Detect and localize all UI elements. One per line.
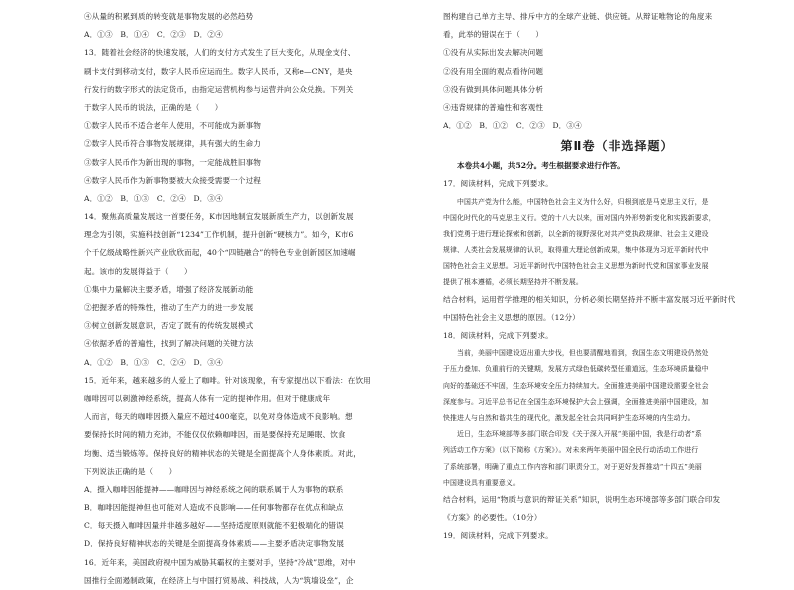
material-line: 近日，生态环境部等多部门联合印发《关于深入开展“美丽中国，我是行动者”系 bbox=[457, 430, 702, 439]
right-column bbox=[443, 8, 791, 545]
task-line: 中国特色社会主义思想的原因。（12分） bbox=[443, 312, 580, 322]
material-line: 中国建设具有重要意义。 bbox=[443, 478, 520, 487]
task-line: 《方案》的必要性。（10分） bbox=[443, 513, 542, 523]
material-line: 中国共产党为什么能，中国特色社会主义为什么好，归根到底是马克思主义行，是 bbox=[457, 197, 709, 206]
text-line: 国推行全面遏制政策，在经济上与中国打贸易战、科技战，人为“筑墙设垒”，企 bbox=[84, 575, 354, 585]
left-column bbox=[84, 8, 432, 590]
text-line: 14．聚焦高质量发展这一首要任务，K市因地制宜发展新质生产力，以创新发展 bbox=[84, 212, 354, 222]
text-line: ②把握矛盾的特殊性，推动了生产力的进一步发展 bbox=[84, 303, 254, 312]
text-line: 均衡、适当锻炼等。保持良好的精神状态的关键是全面提高个人身体素质。对此， bbox=[84, 448, 361, 458]
text-line: A．摄入咖啡因能提神——咖啡因与神经系统之间的联系属于人为事物的联系 bbox=[84, 484, 344, 494]
text-line: 行发行的数字形式的法定货币，由指定运营机构参与运营并向公众兑换。下列关 bbox=[84, 84, 354, 94]
text-line: A．①② B．①③ C．②④ D．③④ bbox=[84, 193, 223, 203]
text-line: 13．随着社会经济的快速发展，人们的支付方式发生了巨大变化，从现金支付、 bbox=[84, 48, 356, 58]
text-line: 理念为引领，实施科技创新“1234”工作机制，提升创新“硬核力”。如今，K市6 bbox=[84, 230, 354, 240]
text-line: ④违背规律的普遍性和客观性 bbox=[443, 102, 544, 112]
material-line: 提供了根本遵循，必须长期坚持并不断发展。 bbox=[443, 278, 583, 287]
text-line: C．每天摄入咖啡因量并非越多越好——坚持适度原则就能不犯极端化的错误 bbox=[84, 521, 344, 531]
material-line: 了系统部署，明确了重点工作内容和部门职责分工，对于更好发挥推动“十四五”美丽 bbox=[443, 462, 702, 471]
material-line: 于压力叠加、负重前行的关键期，发展方式绿色低碳转型任重道远，生态环境质量稳中 bbox=[443, 365, 709, 374]
text-line: A．①③ B．①④ C．②③ D．②④ bbox=[84, 30, 223, 40]
text-line: ④数字人民币作为新事物要被大众接受需要一个过程 bbox=[84, 175, 261, 185]
text-line: 起。该市的发展得益于（ ） bbox=[84, 266, 192, 276]
text-line: 15．近年来，越来越多的人爱上了咖啡。针对该现象，有专家提出以下看法：在饮用 bbox=[84, 375, 371, 385]
text-line: B．咖啡因能提神但也可能对人造成不良影响——任何事物都存在优点和缺点 bbox=[84, 503, 344, 513]
material-line: 当前，美丽中国建设迈出重大步伐，但也要清醒地看到，我国生态文明建设仍然处 bbox=[457, 349, 709, 358]
text-line: ①数字人民币不适合老年人使用，不可能成为新事物 bbox=[84, 121, 261, 131]
text-line: ③没有做到具体问题具体分析 bbox=[443, 84, 544, 94]
text-line: 16．近年来，美国政府视中国为威胁其霸权的主要对手，坚持“冷战”思维，对中 bbox=[84, 557, 356, 567]
text-line: A．①② B．①③ C．②④ D．③④ bbox=[84, 357, 223, 367]
material-line: 向好的基础还不牢固，生态环境安全压力持续加大。全面推进美丽中国建设需要全社会 bbox=[443, 381, 709, 390]
text-line: 咖啡因可以刺激神经系统，提高人体有一定的提神作用。但对于健康成年 bbox=[84, 393, 331, 403]
text-line: 图构建自己单方主导、排斥中方的全球产业链、供应链。从辩证唯物论的角度来 bbox=[443, 12, 713, 21]
question-17-heading: 17．阅读材料，完成下列要求。 bbox=[443, 179, 553, 189]
text-line: ①没有从实际出发去解决问题 bbox=[443, 48, 544, 58]
text-line: ②没有用全面的观点看待问题 bbox=[443, 66, 544, 76]
material-line: 列活动工作方案》（以下简称《方案》）。对未来两年美丽中国全民行动活动工作进行 bbox=[443, 446, 699, 455]
task-line: 结合材料，运用“物质与意识的辩证关系”知识，说明生态环境部等多部门联合印发 bbox=[443, 494, 721, 504]
text-line: D．保持良好精神状态的关键是全面提高身体素质——主要矛盾决定事物发展 bbox=[84, 539, 345, 549]
part-two-title: 第Ⅱ卷（非选择题） bbox=[560, 139, 674, 154]
text-line: ①集中力量解决主要矛盾，增强了经济发展新动能 bbox=[84, 284, 254, 294]
text-line: 刷卡支付到移动支付，数字人民币应运而生。数字人民币，又称e—CNY，是央 bbox=[84, 66, 353, 76]
material-line: 中国化时代化的马克思主义行。党的十八大以来，面对国内外形势新变化和实践新要求， bbox=[443, 213, 716, 222]
text-line: A．①② B．①② C．②③ D．③④ bbox=[443, 121, 582, 131]
text-line: 要保持长时间的精力充沛，不能仅仅依赖咖啡因，而是要保持充足睡眠、饮食 bbox=[84, 430, 346, 440]
text-line: 于数字人民币的说法，正确的是（ ） bbox=[84, 102, 223, 112]
material-line: 规律、人类社会发展规律的认识，取得重大理论创新成果，集中体现为习近平新时代中 bbox=[443, 246, 709, 255]
text-line: ④从量的积累到质的转变就是事物发展的必然趋势 bbox=[84, 12, 254, 21]
material-line: 深度参与。习近平总书记在全国生态环境保护大会上强调，全面推进美丽中国建设，加 bbox=[443, 397, 709, 406]
text-line: ③树立创新发展意识，否定了既有的传统发展模式 bbox=[84, 321, 254, 331]
material-line: 国特色社会主义思想。习近平新时代中国特色社会主义思想为新时代党和国家事业发展 bbox=[443, 262, 709, 271]
material-line: 我们党勇于进行理论探索和创新，以全新的视野深化对共产党执政规律、社会主义建设 bbox=[443, 229, 709, 238]
text-line: ④依据矛盾的普遍性，找到了解决问题的关键方法 bbox=[84, 339, 254, 349]
task-line: 结合材料，运用哲学推理的相关知识，分析必须长期坚持并不断丰富发展习近平新时代 bbox=[443, 294, 736, 304]
text-line: 个千亿级战略性新兴产业欣欣而起，40个“四链融合”的特色专业创新园区加速崛 bbox=[84, 248, 356, 258]
text-line: 人而言，每天的咖啡因摄入量应不超过400毫克，以免对身体造成不良影响。想 bbox=[84, 412, 353, 422]
question-18-heading: 18．阅读材料，完成下列要求。 bbox=[443, 331, 553, 340]
text-line: 看，此举的错误在于（ ） bbox=[443, 30, 544, 40]
part-two-subtitle: 本卷共4小题，共52分。考生根据要求进行作答。 bbox=[457, 161, 625, 171]
material-line: 快推进人与自然和谐共生的现代化，激发起全社会共同呵护生态环境的内生动力。 bbox=[443, 413, 695, 422]
text-line: ③数字人民币作为新出现的事物，一定能战胜旧事物 bbox=[84, 157, 261, 167]
question-19-heading: 19．阅读材料，完成下列要求。 bbox=[443, 531, 553, 541]
text-line: ②数字人民币符合事物发展规律，具有强大的生命力 bbox=[84, 139, 261, 149]
text-line: 下列说法正确的是（ ） bbox=[84, 466, 177, 476]
